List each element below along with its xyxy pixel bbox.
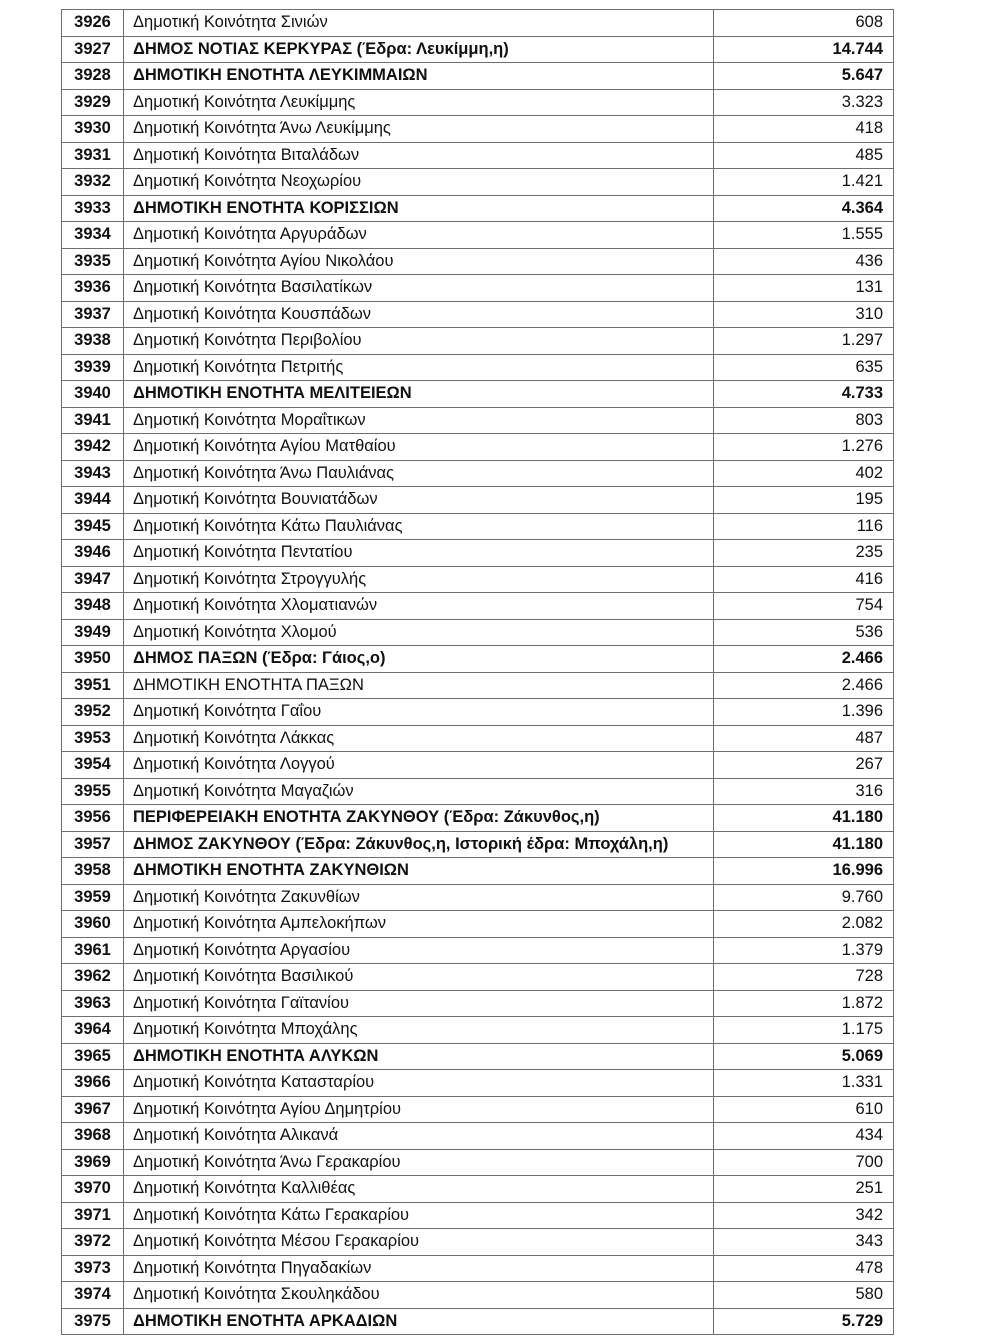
row-name: Δημοτική Κοινότητα Κάτω Γερακαρίου [124,1202,714,1229]
row-name: ΔΗΜΟΤΙΚΗ ΕΝΟΤΗΤΑ ΠΑΞΩΝ [124,672,714,699]
row-name: ΔΗΜΟΣ ΖΑΚΥΝΘΟΥ (Έδρα: Ζάκυνθος,η, Ιστορική έδρα: Μποχάλη,η) [124,831,714,858]
row-population: 1.872 [714,990,894,1017]
row-population: 342 [714,1202,894,1229]
row-code: 3963 [62,990,124,1017]
table-row [62,248,894,275]
row-code: 3947 [62,566,124,593]
row-name: Δημοτική Κοινότητα Κάτω Παυλιάνας [124,513,714,540]
row-code: 3971 [62,1202,124,1229]
row-name: Δημοτική Κοινότητα Μαγαζιών [124,778,714,805]
row-population: 418 [714,116,894,143]
row-population: 434 [714,1123,894,1150]
table-row [62,460,894,487]
row-code: 3975 [62,1308,124,1335]
table-row [62,858,894,885]
row-population: 3.323 [714,89,894,116]
row-code: 3929 [62,89,124,116]
row-population: 116 [714,513,894,540]
row-code: 3967 [62,1096,124,1123]
row-code: 3945 [62,513,124,540]
row-name: Δημοτική Κοινότητα Πετριτής [124,354,714,381]
row-name: Δημοτική Κοινότητα Νεοχωρίου [124,169,714,196]
population-table [61,9,894,1335]
row-code: 3933 [62,195,124,222]
row-population: 402 [714,460,894,487]
row-name: Δημοτική Κοινότητα Πεντατίου [124,540,714,567]
row-code: 3970 [62,1176,124,1203]
row-code: 3926 [62,10,124,37]
row-name: Δημοτική Κοινότητα Άνω Γερακαρίου [124,1149,714,1176]
row-name: Δημοτική Κοινότητα Άνω Λευκίμμης [124,116,714,143]
row-code: 3934 [62,222,124,249]
row-name: Δημοτική Κοινότητα Βασιλικού [124,964,714,991]
row-population: 610 [714,1096,894,1123]
row-population: 310 [714,301,894,328]
row-population: 635 [714,354,894,381]
row-population: 803 [714,407,894,434]
row-name: Δημοτική Κοινότητα Αγίου Ματθαίου [124,434,714,461]
row-population: 131 [714,275,894,302]
table-row [62,725,894,752]
table-row [62,487,894,514]
row-code: 3941 [62,407,124,434]
table-row [62,937,894,964]
row-code: 3961 [62,937,124,964]
table-row [62,63,894,90]
row-name: Δημοτική Κοινότητα Γαΐου [124,699,714,726]
row-name: Δημοτική Κοινότητα Αλικανά [124,1123,714,1150]
row-name: Δημοτική Κοινότητα Αργυράδων [124,222,714,249]
row-population: 436 [714,248,894,275]
row-code: 3956 [62,805,124,832]
table-row [62,619,894,646]
table-row [62,407,894,434]
table-row [62,752,894,779]
table-body [62,10,894,1335]
table-row [62,831,894,858]
row-population: 2.082 [714,911,894,938]
row-population: 2.466 [714,646,894,673]
row-population: 1.297 [714,328,894,355]
row-code: 3942 [62,434,124,461]
row-population: 5.729 [714,1308,894,1335]
row-name: Δημοτική Κοινότητα Μποχάλης [124,1017,714,1044]
row-name: ΔΗΜΟΤΙΚΗ ΕΝΟΤΗΤΑ ΑΡΚΑΔΙΩΝ [124,1308,714,1335]
row-name: ΔΗΜΟΤΙΚΗ ΕΝΟΤΗΤΑ ΑΛΥΚΩΝ [124,1043,714,1070]
row-population: 478 [714,1255,894,1282]
row-population: 2.466 [714,672,894,699]
row-population: 1.175 [714,1017,894,1044]
table-row [62,1096,894,1123]
table-row [62,1070,894,1097]
row-name: Δημοτική Κοινότητα Χλοματιανών [124,593,714,620]
table-row [62,672,894,699]
table-row [62,566,894,593]
row-population: 1.276 [714,434,894,461]
row-population: 195 [714,487,894,514]
row-name: ΔΗΜΟΤΙΚΗ ΕΝΟΤΗΤΑ ΖΑΚΥΝΘΙΩΝ [124,858,714,885]
row-population: 1.396 [714,699,894,726]
row-name: Δημοτική Κοινότητα Αμπελοκήπων [124,911,714,938]
row-code: 3968 [62,1123,124,1150]
row-population: 343 [714,1229,894,1256]
table-row [62,1255,894,1282]
row-code: 3931 [62,142,124,169]
row-name: Δημοτική Κοινότητα Λάκκας [124,725,714,752]
row-code: 3973 [62,1255,124,1282]
row-population: 1.555 [714,222,894,249]
table-row [62,301,894,328]
row-code: 3935 [62,248,124,275]
row-name: Δημοτική Κοινότητα Πηγαδακίων [124,1255,714,1282]
row-name: ΠΕΡΙΦΕΡΕΙΑΚΗ ΕΝΟΤΗΤΑ ΖΑΚΥΝΘΟΥ (Έδρα: Ζάκυνθος,η) [124,805,714,832]
row-code: 3955 [62,778,124,805]
row-code: 3944 [62,487,124,514]
row-name: Δημοτική Κοινότητα Ζακυνθίων [124,884,714,911]
table-row [62,222,894,249]
row-name: ΔΗΜΟΤΙΚΗ ΕΝΟΤΗΤΑ ΜΕΛΙΤΕΙΕΩΝ [124,381,714,408]
table-row [62,36,894,63]
table-row [62,646,894,673]
row-code: 3949 [62,619,124,646]
row-code: 3974 [62,1282,124,1309]
row-code: 3962 [62,964,124,991]
row-population: 4.733 [714,381,894,408]
row-population: 4.364 [714,195,894,222]
row-name: Δημοτική Κοινότητα Χλομού [124,619,714,646]
table-row [62,1282,894,1309]
table-row [62,805,894,832]
row-code: 3937 [62,301,124,328]
row-name: Δημοτική Κοινότητα Κουσπάδων [124,301,714,328]
row-code: 3940 [62,381,124,408]
table-row [62,1017,894,1044]
row-population: 9.760 [714,884,894,911]
table-row [62,1043,894,1070]
table-row [62,195,894,222]
row-population: 14.744 [714,36,894,63]
row-code: 3932 [62,169,124,196]
row-name: Δημοτική Κοινότητα Βουνιατάδων [124,487,714,514]
row-population: 1.331 [714,1070,894,1097]
row-code: 3965 [62,1043,124,1070]
row-code: 3966 [62,1070,124,1097]
row-name: ΔΗΜΟΣ ΠΑΞΩΝ (Έδρα: Γάιος,ο) [124,646,714,673]
row-code: 3957 [62,831,124,858]
table-row [62,1123,894,1150]
table-row [62,434,894,461]
table-row [62,275,894,302]
row-population: 728 [714,964,894,991]
row-code: 3927 [62,36,124,63]
row-code: 3969 [62,1149,124,1176]
row-population: 536 [714,619,894,646]
row-population: 487 [714,725,894,752]
row-code: 3930 [62,116,124,143]
row-population: 485 [714,142,894,169]
row-population: 754 [714,593,894,620]
table-row [62,884,894,911]
row-code: 3952 [62,699,124,726]
row-code: 3964 [62,1017,124,1044]
row-code: 3936 [62,275,124,302]
row-name: Δημοτική Κοινότητα Άνω Παυλιάνας [124,460,714,487]
row-population: 41.180 [714,805,894,832]
row-code: 3943 [62,460,124,487]
row-name: Δημοτική Κοινότητα Λευκίμμης [124,89,714,116]
row-code: 3938 [62,328,124,355]
table-row [62,116,894,143]
row-name: Δημοτική Κοινότητα Μοραΐτικων [124,407,714,434]
table-row [62,540,894,567]
table-row [62,1229,894,1256]
row-name: Δημοτική Κοινότητα Λογγού [124,752,714,779]
table-row [62,381,894,408]
row-population: 251 [714,1176,894,1203]
row-population: 41.180 [714,831,894,858]
table-row [62,699,894,726]
row-name: Δημοτική Κοινότητα Στρογγυλής [124,566,714,593]
row-code: 3951 [62,672,124,699]
row-code: 3972 [62,1229,124,1256]
table-row [62,778,894,805]
row-population: 608 [714,10,894,37]
row-population: 16.996 [714,858,894,885]
row-population: 580 [714,1282,894,1309]
row-name: ΔΗΜΟΤΙΚΗ ΕΝΟΤΗΤΑ ΛΕΥΚΙΜΜΑΙΩΝ [124,63,714,90]
row-code: 3960 [62,911,124,938]
row-name: Δημοτική Κοινότητα Σκουληκάδου [124,1282,714,1309]
row-population: 700 [714,1149,894,1176]
row-name: Δημοτική Κοινότητα Καλλιθέας [124,1176,714,1203]
table-row [62,513,894,540]
row-name: Δημοτική Κοινότητα Μέσου Γερακαρίου [124,1229,714,1256]
row-code: 3928 [62,63,124,90]
row-code: 3953 [62,725,124,752]
row-name: Δημοτική Κοινότητα Γαϊτανίου [124,990,714,1017]
row-population: 1.421 [714,169,894,196]
row-code: 3958 [62,858,124,885]
table-row [62,990,894,1017]
table-row [62,89,894,116]
row-code: 3946 [62,540,124,567]
table-row [62,142,894,169]
table-row [62,593,894,620]
row-name: Δημοτική Κοινότητα Αγίου Νικολάου [124,248,714,275]
table-row [62,169,894,196]
row-name: ΔΗΜΟΤΙΚΗ ΕΝΟΤΗΤΑ ΚΟΡΙΣΣΙΩΝ [124,195,714,222]
row-population: 5.647 [714,63,894,90]
table-row [62,1149,894,1176]
table-row [62,1202,894,1229]
row-population: 235 [714,540,894,567]
row-name: Δημοτική Κοινότητα Βασιλατίκων [124,275,714,302]
row-population: 5.069 [714,1043,894,1070]
row-code: 3948 [62,593,124,620]
row-name: Δημοτική Κοινότητα Σινιών [124,10,714,37]
row-name: Δημοτική Κοινότητα Περιβολίου [124,328,714,355]
table-row [62,1308,894,1335]
row-code: 3950 [62,646,124,673]
table-row [62,1176,894,1203]
row-name: Δημοτική Κοινότητα Αργασίου [124,937,714,964]
row-population: 1.379 [714,937,894,964]
table-row [62,354,894,381]
row-name: Δημοτική Κοινότητα Αγίου Δημητρίου [124,1096,714,1123]
table-row [62,911,894,938]
row-population: 416 [714,566,894,593]
row-name: Δημοτική Κοινότητα Κατασταρίου [124,1070,714,1097]
table-row [62,964,894,991]
row-code: 3959 [62,884,124,911]
row-population: 316 [714,778,894,805]
table-row [62,328,894,355]
row-name: Δημοτική Κοινότητα Βιταλάδων [124,142,714,169]
row-code: 3954 [62,752,124,779]
row-name: ΔΗΜΟΣ ΝΟΤΙΑΣ ΚΕΡΚΥΡΑΣ (Έδρα: Λευκίμμη,η) [124,36,714,63]
table-row [62,10,894,37]
row-code: 3939 [62,354,124,381]
row-population: 267 [714,752,894,779]
